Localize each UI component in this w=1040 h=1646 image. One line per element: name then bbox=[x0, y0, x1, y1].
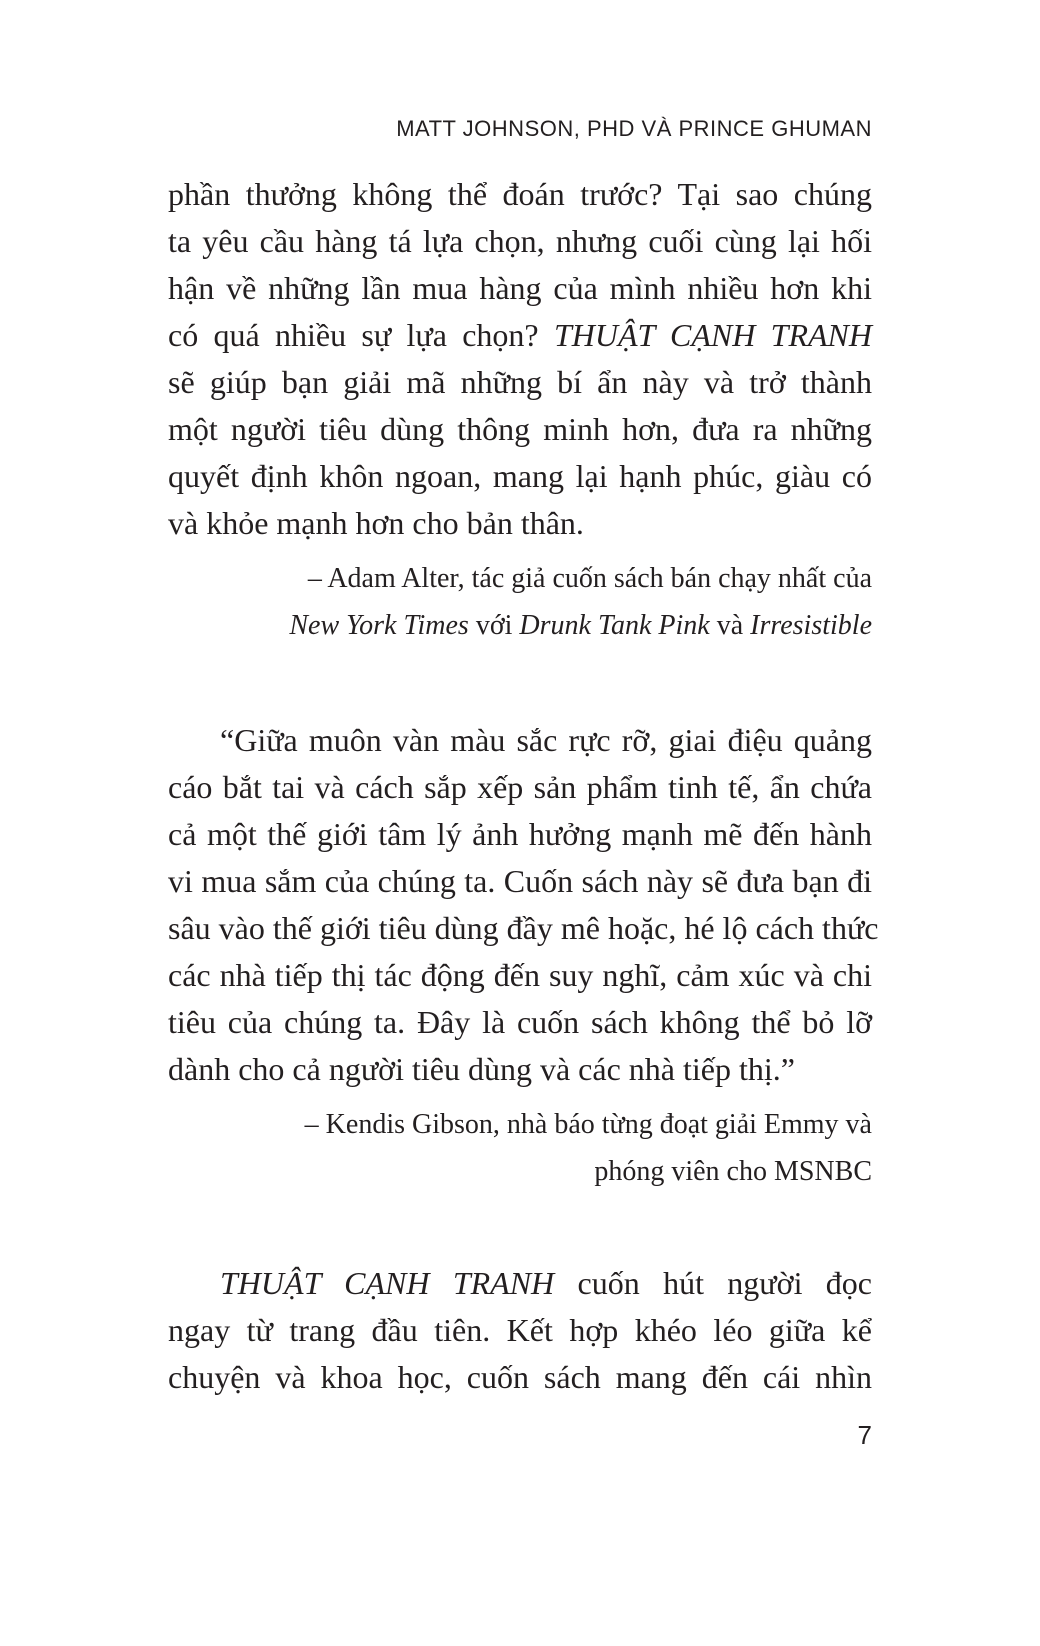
quote-2-attribution bbox=[305, 1101, 872, 1195]
attribution-text: và bbox=[709, 610, 751, 641]
quote-1-line: sẽ giúp bạn giải mã những bí ẩn này và trở thành bbox=[168, 364, 872, 400]
book-title-italic: Drunk Tank Pink bbox=[519, 610, 710, 641]
quote-2-line: cáo bắt tai và cách sắp xếp sản phẩm tinh tế, ẩn chứa bbox=[168, 769, 872, 805]
quote-1-line: quyết định khôn ngoan, mang lại hạnh phúc, giàu có bbox=[168, 458, 872, 494]
attribution-line: phóng viên cho MSNBC bbox=[594, 1156, 872, 1187]
attribution-line: – Kendis Gibson, nhà báo từng đoạt giải Emmy và bbox=[304, 1109, 872, 1140]
quote-1-line: ta yêu cầu hàng tá lựa chọn, nhưng cuối cùng lại hối bbox=[168, 223, 872, 259]
quote-1-text: có quá nhiều sự lựa chọn? bbox=[168, 317, 554, 353]
quote-3-line: ngay từ trang đầu tiên. Kết hợp khéo léo giữa kể bbox=[168, 1312, 872, 1348]
quote-2-line: dành cho cả người tiêu dùng và các nhà tiếp thị.” bbox=[168, 1051, 795, 1087]
quote-2-line: các nhà tiếp thị tác động đến suy nghĩ, cảm xúc và chi bbox=[168, 957, 872, 993]
attribution-line bbox=[289, 602, 872, 649]
quote-2-line: cả một thế giới tâm lý ảnh hưởng mạnh mẽ đến hành bbox=[168, 816, 872, 852]
quote-1-attribution bbox=[289, 555, 872, 649]
quote-2-line: vi mua sắm của chúng ta. Cuốn sách này sẽ đưa bạn đi bbox=[168, 863, 872, 899]
book-title-italic: THUẬT CẠNH TRANH bbox=[553, 317, 873, 353]
quote-2-line: sâu vào thế giới tiêu dùng đầy mê hoặc, hé lộ cách thức bbox=[168, 910, 879, 946]
quote-3-line: chuyện và khoa học, cuốn sách mang đến cái nhìn bbox=[168, 1359, 872, 1395]
quote-1-body bbox=[168, 171, 872, 547]
attribution-line: – Adam Alter, tác giả cuốn sách bán chạy nhất của bbox=[307, 563, 872, 594]
page-number: 7 bbox=[857, 1420, 872, 1450]
quote-1-line: hận về những lần mua hàng của mình nhiều hơn khi bbox=[168, 270, 872, 306]
book-title-italic: THUẬT CẠNH TRANH bbox=[220, 1265, 555, 1301]
publication-italic: New York Times bbox=[289, 610, 469, 641]
quote-3-text: cuốn hút người đọc bbox=[554, 1265, 873, 1301]
attribution-text: với bbox=[468, 610, 520, 641]
quote-1-line: phần thưởng không thể đoán trước? Tại sao chúng bbox=[168, 176, 872, 212]
quote-3-line bbox=[168, 1260, 872, 1307]
running-head: MATT JOHNSON, PHD VÀ PRINCE GHUMAN bbox=[396, 116, 872, 141]
book-title-italic: Irresistible bbox=[750, 610, 872, 641]
quote-2-line: “Giữa muôn vàn màu sắc rực rỡ, giai điệu quảng bbox=[220, 722, 872, 758]
quote-2-line: tiêu của chúng ta. Đây là cuốn sách không thể bỏ lỡ bbox=[168, 1004, 872, 1040]
quote-2-body bbox=[168, 717, 879, 1093]
quote-1-line bbox=[168, 312, 872, 359]
quote-3-body bbox=[168, 1260, 872, 1401]
quote-1-line: và khỏe mạnh hơn cho bản thân. bbox=[168, 505, 584, 541]
quote-1-line: một người tiêu dùng thông minh hơn, đưa ra những bbox=[168, 411, 872, 447]
